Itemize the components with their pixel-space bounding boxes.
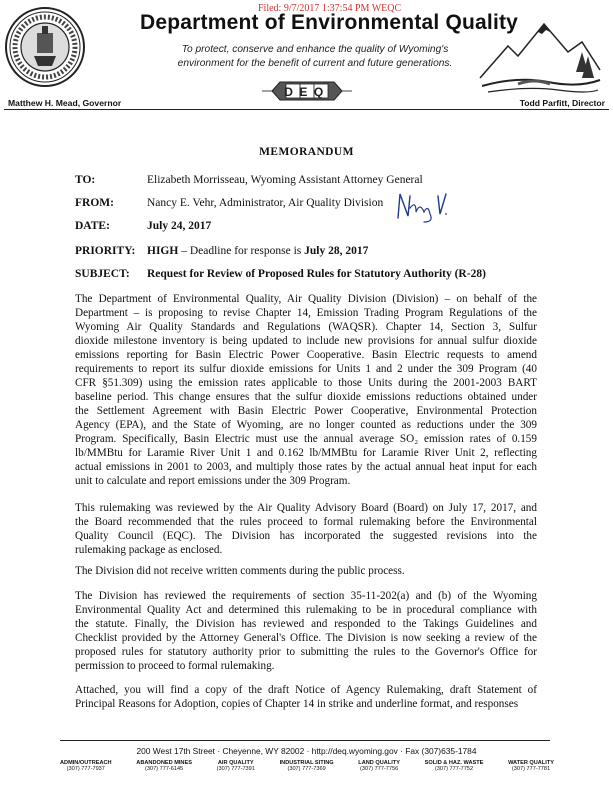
- paragraph-line: The Department of Environmental Quality, Air Quality Division (Division) – on behalf of the: [75, 293, 537, 305]
- mission-line-2: environment for the benefit of current and future generations.: [177, 58, 453, 69]
- department-contact: [425, 760, 484, 772]
- paragraph-line: proposed rules for statutory authority prior to submitting the rules to the Governor's Office for: [75, 646, 537, 658]
- footer-divider: [60, 740, 550, 741]
- mountain-landscape-icon: [478, 12, 602, 96]
- paragraph-line: Checklist provided by the Attorney General's Office. The Division is now seeking a review of the: [75, 632, 537, 644]
- paragraph-4: [75, 589, 537, 673]
- from-value: Nancy E. Vehr, Administrator, Air Quality Division: [147, 197, 384, 209]
- memo-heading: MEMORANDUM: [259, 146, 354, 158]
- wyoming-seal-icon: [4, 6, 86, 88]
- signature-initials: [394, 188, 448, 224]
- paragraph-line: Attached, you will find a copy of the draft Notice of Agency Rulemaking, draft Statement of: [75, 684, 537, 696]
- department-contact: [358, 760, 400, 772]
- department-phone: (307) 777-7937: [66, 766, 105, 772]
- department-contact: [217, 760, 255, 772]
- date-label: DATE:: [75, 220, 110, 232]
- paragraph-line: Principal Reasons for Adoption, copies of Chapter 14 in strike and underline format, and responses: [75, 698, 519, 710]
- paragraph-line: This rulemaking was reviewed by the Air Quality Advisory Board (Board) on July 17, 2017, and: [75, 502, 537, 514]
- paragraph-line: The Division has reviewed the requirements of section 35-11-202(a) and (b) of the Wyoming: [75, 590, 537, 602]
- department-name: WATER QUALITY: [508, 760, 554, 766]
- paragraph-line: Environmental Quality Act and determined this rulemaking to be in procedural compliance with: [75, 604, 537, 616]
- department-name: ADMIN/OUTREACH: [60, 760, 112, 766]
- department-name: INDUSTRIAL SITING: [279, 760, 334, 766]
- priority-deadline: July 28, 2017: [304, 245, 369, 257]
- from-label: FROM:: [75, 197, 114, 209]
- paragraph-line: requirements to report its sulfur dioxide emissions for Units 1 and 2 under the 309 Program (40: [75, 363, 537, 375]
- paragraph-line: rulemaking package as enclosed.: [75, 544, 223, 556]
- paragraph-line: Agency (EPA), and the State of Wyoming, are no longer counted as reductions under the 309: [75, 419, 537, 431]
- subject-value: Request for Review of Proposed Rules for Statutory Authority (R-28): [147, 268, 486, 280]
- director-name: Todd Parfitt, Director: [519, 98, 605, 108]
- paragraph-5: [75, 683, 537, 711]
- paragraph-line: Program. Specifically, Basin Electric must use the annual average SO₂ emission rates of 0.159: [75, 433, 537, 445]
- paragraph-line: the Board recommended that the rules proceed to formal rulemaking before the Environmental: [75, 516, 537, 528]
- paragraph-line: actual emissions in 2001 to 2003, and multiply those rates by the actual annual heat input for each: [75, 461, 537, 473]
- department-phone: (307) 777-7781: [511, 766, 551, 772]
- header-divider: [4, 109, 609, 110]
- priority-value: [147, 245, 368, 257]
- paragraph-line: Quality Council (EQC). The Division has incorporated the suggested revisions into the: [75, 530, 537, 542]
- department-phone: (307) 777-7752: [434, 766, 474, 772]
- paragraph-1: [75, 292, 537, 488]
- paragraph-line: permission to proceed to formal rulemaking.: [75, 660, 275, 672]
- department-contact: [280, 760, 334, 772]
- department-name: LAND QUALITY: [358, 760, 400, 766]
- priority-level: HIGH: [147, 245, 179, 257]
- governor-name: Matthew H. Mead, Governor: [8, 98, 122, 108]
- department-phone: (307) 777-6145: [144, 766, 184, 772]
- paragraph-line: the Settlement Agreement with Basin Electric Power Cooperative, Environmental Protection: [75, 405, 537, 417]
- paragraph-line: dioxide milestone inventory is being updated to include new provisions for annual sulfur dioxide: [75, 335, 537, 347]
- department-name: SOLID & HAZ. WASTE: [424, 760, 484, 766]
- deq-logo-icon: [262, 80, 352, 102]
- paragraph-line: CFR §51.309) using the emission rates applicable to those Units during the 2001-2003 BART: [75, 377, 537, 389]
- paragraph-line: emissions reporting for Basin Electric Power Cooperative. Basin Electric requests to amend: [75, 349, 537, 361]
- department-name: ABANDONED MINES: [136, 760, 192, 766]
- department-name: AIR QUALITY: [217, 760, 254, 766]
- mission-statement: [150, 43, 480, 71]
- to-value: Elizabeth Morrisseau, Wyoming Assistant Attorney General: [147, 174, 423, 186]
- to-label: TO:: [75, 174, 96, 186]
- filed-stamp: Filed: 9/7/2017 1:37:54 PM WEQC: [258, 3, 402, 14]
- footer-departments: [60, 760, 554, 772]
- priority-label: PRIORITY:: [75, 245, 136, 257]
- department-title: Department of Environmental Quality: [140, 11, 519, 34]
- priority-text: – Deadline for response is: [178, 245, 305, 257]
- paragraph-line: Wyoming Air Quality Standards and Regulations (WAQSR). Chapter 14, Section 3, Sulfur: [75, 321, 537, 333]
- paragraph-line: the statute. Finally, the Division has reviewed and responded to the Takings Guidelines and: [75, 618, 537, 630]
- department-contact: [508, 760, 554, 772]
- paragraph-line: The Division did not receive written comments during the public process.: [75, 565, 405, 577]
- date-value: July 24, 2017: [147, 220, 212, 232]
- paragraph-line: Department – is proposing to revise Chapter 14, Emission Trading Program Regulations of the: [75, 307, 537, 319]
- department-contact: [60, 760, 112, 772]
- department-phone: (307) 777-7369: [287, 766, 326, 772]
- department-phone: (307) 777-7391: [216, 766, 255, 772]
- svg-text:DEQ: DEQ: [284, 85, 330, 99]
- department-phone: (307) 777-7756: [359, 766, 399, 772]
- department-contact: [136, 760, 192, 772]
- mission-line-1: To protect, conserve and enhance the quality of Wyoming's: [181, 44, 449, 55]
- paragraph-2: [75, 501, 537, 557]
- paragraph-line: baseline period. This change ensures that the sulfur dioxide emissions reductions obtained under: [75, 391, 537, 403]
- footer-address: 200 West 17th Street · Cheyenne, WY 82002 · http://deq.wyoming.gov · Fax (307)635-1784: [136, 746, 477, 756]
- paragraph-line: unit to calculate and report emissions under the 309 Program.: [75, 475, 351, 487]
- paragraph-line: lb/MMBtu for Laramie River Unit 1 and 0.162 lb/MMBtu for Laramie River Unit 2, reflecting: [75, 447, 537, 459]
- paragraph-3: [75, 564, 537, 578]
- subject-label: SUBJECT:: [75, 268, 130, 280]
